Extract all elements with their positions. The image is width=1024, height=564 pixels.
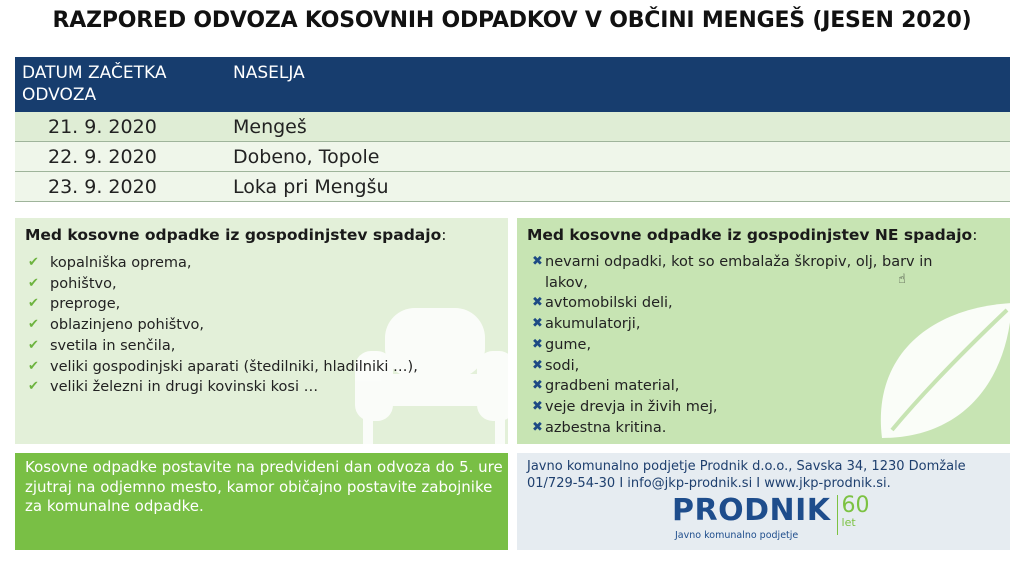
list-item: ✔ kopalniška oprema, — [28, 253, 508, 274]
included-list — [15, 244, 508, 398]
list-item: ✖ avtomobilski deli, — [532, 293, 957, 314]
cross-icon: ✖ — [532, 378, 543, 394]
cross-icon: ✖ — [532, 419, 543, 435]
list-item: ✖ nevarni odpadki, kot so embalaža škropiv, olj, barv in lakov, — [532, 252, 957, 293]
row-places: Loka pri Mengšu — [233, 175, 389, 198]
check-icon: ✔ — [28, 358, 39, 374]
excluded-panel — [517, 218, 1010, 444]
list-item: ✖ gume, — [532, 335, 957, 356]
check-icon: ✔ — [28, 379, 39, 395]
check-icon: ✔ — [28, 296, 39, 312]
header-date: DATUM ZAČETKA ODVOZA — [22, 63, 167, 105]
cross-icon: ✖ — [532, 254, 543, 269]
cross-icon: ✖ — [532, 295, 543, 311]
list-item: ✖ veje drevja in živih mej, — [532, 397, 957, 418]
list-item: ✔ preproge, — [28, 294, 508, 315]
logo-tagline: Javno komunalno podjetje — [675, 530, 799, 541]
excluded-list — [517, 244, 957, 438]
check-icon: ✔ — [28, 337, 39, 353]
cross-icon: ✖ — [532, 316, 543, 332]
included-heading: Med kosovne odpadke iz gospodinjstev spadajo: — [25, 226, 447, 244]
table-header — [15, 57, 1010, 112]
contact-address: Javno komunalno podjetje Prodnik d.o.o., Savska 34, 1230 Domžale — [527, 459, 966, 474]
schedule-table — [15, 57, 1010, 202]
row-places: Dobeno, Topole — [233, 145, 380, 168]
instructions-note: Kosovne odpadke postavite na predvideni dan odvoza do 5. ure zjutraj na odjemno mesto, kamor običajno postavite zabojnike za komunalne odpadke. — [15, 453, 508, 550]
cross-icon: ✖ — [532, 398, 543, 414]
logo-years: 60 — [841, 493, 870, 518]
list-item: ✔ veliki gospodinjski aparati (štedilniki, hladilniki …), — [28, 357, 508, 378]
cross-icon: ✖ — [532, 357, 543, 373]
list-item: ✖ gradbeni material, — [532, 376, 957, 397]
row-date: 23. 9. 2020 — [48, 175, 157, 198]
logo-divider — [837, 495, 838, 535]
list-item: ✖ sodi, — [532, 356, 957, 377]
page-title: RAZPORED ODVOZA KOSOVNIH ODPADKOV V OBČINI MENGEŠ (JESEN 2020) — [52, 8, 972, 33]
contact-box — [517, 453, 1010, 550]
table-row — [15, 172, 1010, 202]
list-item: ✔ svetila in senčila, — [28, 336, 508, 357]
logo-years-label: let — [841, 516, 856, 529]
prodnik-logo — [672, 495, 870, 541]
list-item: ✔ oblazinjeno pohištvo, — [28, 315, 508, 336]
row-places: Mengeš — [233, 115, 307, 138]
header-places: NASELJA — [233, 63, 305, 83]
row-date: 21. 9. 2020 — [48, 115, 157, 138]
table-row — [15, 142, 1010, 172]
list-item: ✔ pohištvo, — [28, 274, 508, 295]
included-panel — [15, 218, 508, 444]
list-item: ✖ azbestna kritina. — [532, 418, 957, 439]
check-icon: ✔ — [28, 255, 39, 270]
table-row — [15, 112, 1010, 142]
hand-cursor-icon: ☝ — [898, 272, 906, 287]
check-icon: ✔ — [28, 275, 39, 291]
check-icon: ✔ — [28, 317, 39, 333]
list-item: ✔ veliki železni in drugi kovinski kosi … — [28, 377, 508, 398]
contact-phone-email: 01/729-54-30 I info@jkp-prodnik.si I www.jkp-prodnik.si. — [527, 476, 891, 491]
list-item: ✖ akumulatorji, — [532, 314, 957, 335]
logo-name: PRODNIK — [672, 493, 831, 528]
cross-icon: ✖ — [532, 336, 543, 352]
excluded-heading: Med kosovne odpadke iz gospodinjstev NE spadajo: — [527, 226, 978, 244]
row-date: 22. 9. 2020 — [48, 145, 157, 168]
